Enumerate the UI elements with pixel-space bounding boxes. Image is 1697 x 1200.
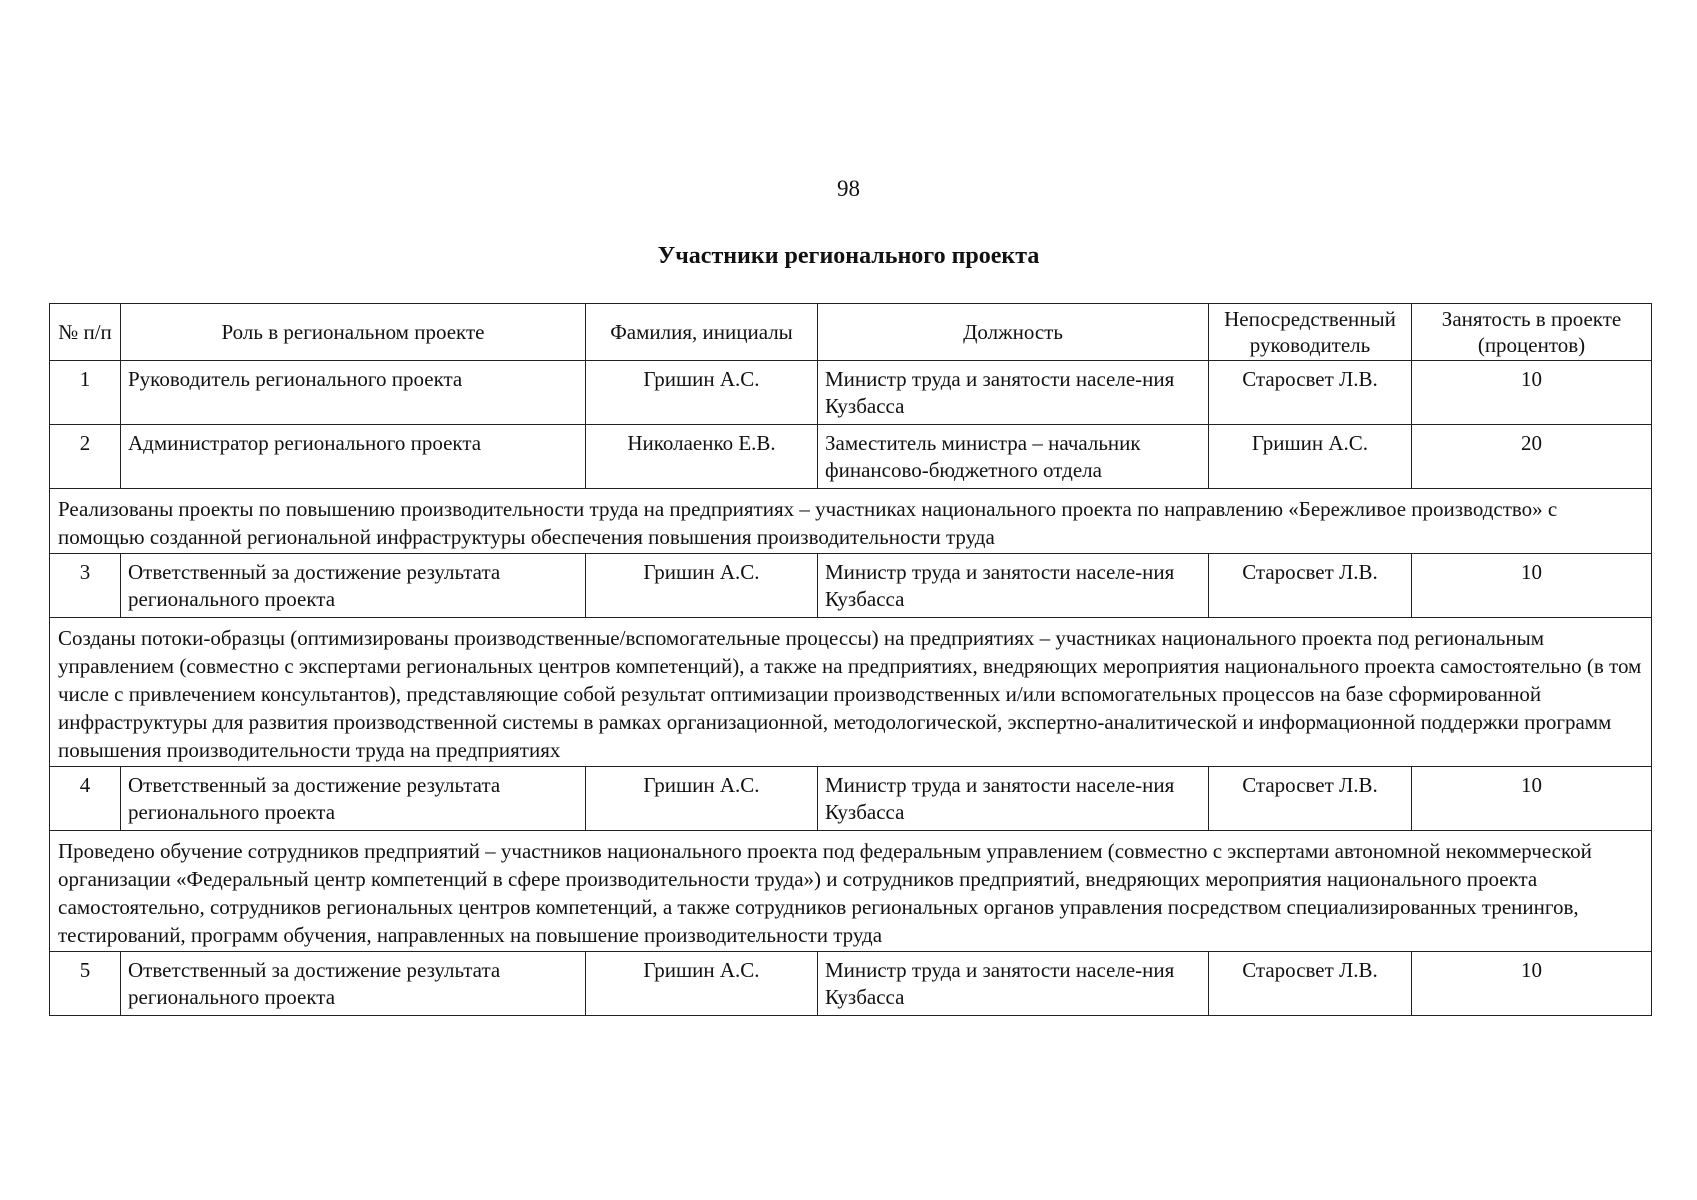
result-note-row [50, 618, 1652, 767]
result-note: Созданы потоки-образцы (оптимизированы производственные/вспомогательные процессы) на предприятиях – участниках национального проекта под региональным управлением (совместно с экспертами региональных центров компетенций), а также на предприятиях, внедряющих мероприятия национального проекта самостоятельно (в том числе с привлечением консультантов), представляющие собой результат оптимизации производственных и/или вспомогательных процессов на базе сформированной инфраструктуры для развития производственной системы в рамках организационной, методологической, экспертно-аналитической и информационной поддержки программ повышения производительности труда на предприятиях [50, 618, 1652, 767]
cell-manager: Старосвет Л.В. [1209, 952, 1412, 1016]
cell-name: Гришин А.С. [586, 361, 818, 425]
cell-position: Министр труда и занятости населе-ния Кузбасса [818, 767, 1209, 831]
page-number: 98 [837, 176, 860, 201]
cell-share: 10 [1412, 952, 1652, 1016]
result-note-row [50, 831, 1652, 952]
table-header-row [50, 304, 1652, 361]
cell-name: Гришин А.С. [586, 767, 818, 831]
table-row [50, 554, 1652, 618]
page-title: Участники регионального проекта [657, 243, 1040, 269]
header-position: Должность [818, 304, 1209, 361]
result-note: Реализованы проекты по повышению производительности труда на предприятиях – участниках национального проекта по направлению «Бережливое производство» с помощью созданной региональной инфраструктуры обеспечения повышения производительности труда [50, 489, 1652, 554]
header-manager: Непосредственный руководитель [1209, 304, 1412, 361]
cell-manager: Гришин А.С. [1209, 425, 1412, 489]
cell-manager: Старосвет Л.В. [1209, 554, 1412, 618]
cell-position: Министр труда и занятости населе-ния Кузбасса [818, 361, 1209, 425]
cell-number: 3 [50, 554, 121, 618]
table-row [50, 361, 1652, 425]
cell-position: Министр труда и занятости населе-ния Кузбасса [818, 554, 1209, 618]
cell-manager: Старосвет Л.В. [1209, 361, 1412, 425]
participants-table [49, 303, 1652, 1016]
cell-number: 4 [50, 767, 121, 831]
cell-name: Николаенко Е.В. [586, 425, 818, 489]
cell-manager: Старосвет Л.В. [1209, 767, 1412, 831]
cell-share: 20 [1412, 425, 1652, 489]
cell-position: Министр труда и занятости населе-ния Кузбасса [818, 952, 1209, 1016]
header-role: Роль в региональном проекте [121, 304, 586, 361]
cell-role: Ответственный за достижение результата регионального проекта [121, 952, 586, 1016]
header-share: Занятость в проекте (процентов) [1412, 304, 1652, 361]
cell-name: Гришин А.С. [586, 554, 818, 618]
cell-position: Заместитель министра – начальник финансово-бюджетного отдела [818, 425, 1209, 489]
cell-share: 10 [1412, 361, 1652, 425]
cell-number: 2 [50, 425, 121, 489]
cell-number: 5 [50, 952, 121, 1016]
cell-role: Ответственный за достижение результата регионального проекта [121, 554, 586, 618]
table-row [50, 952, 1652, 1016]
cell-share: 10 [1412, 554, 1652, 618]
cell-name: Гришин А.С. [586, 952, 818, 1016]
cell-share: 10 [1412, 767, 1652, 831]
table-row [50, 767, 1652, 831]
result-note: Проведено обучение сотрудников предприятий – участников национального проекта под федеральным управлением (совместно с экспертами автономной некоммерческой организации «Федеральный центр компетенций в сфере производительности труда») и сотрудников предприятий, внедряющих мероприятия национального проекта самостоятельно, сотрудников региональных центров компетенций, а также сотрудников региональных органов управления посредством специализированных тренингов, тестирований, программ обучения, направленных на повышение производительности труда [50, 831, 1652, 952]
header-number: № п/п [50, 304, 121, 361]
cell-role: Администратор регионального проекта [121, 425, 586, 489]
cell-role: Руководитель регионального проекта [121, 361, 586, 425]
cell-number: 1 [50, 361, 121, 425]
header-name: Фамилия, инициалы [586, 304, 818, 361]
cell-role: Ответственный за достижение результата регионального проекта [121, 767, 586, 831]
result-note-row [50, 489, 1652, 554]
table-row [50, 425, 1652, 489]
